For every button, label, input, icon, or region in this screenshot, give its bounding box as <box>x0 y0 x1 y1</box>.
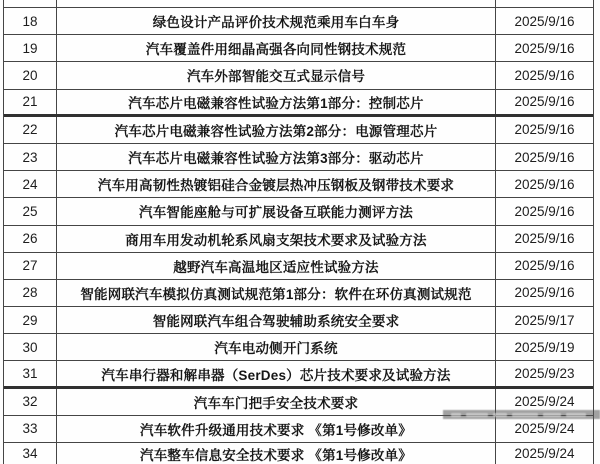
date-cell: 2025/9/16 <box>514 176 575 192</box>
watermark-overlay <box>443 410 600 419</box>
table-body <box>4 8 593 464</box>
standard-title-cell: 汽车整车信息安全技术要求 《第1号修改单》 <box>57 443 496 464</box>
date-cell: 2025/9/16 <box>514 67 575 83</box>
standard-title-cell: 汽车芯片电磁兼容性试验方法第2部分：电源管理芯片 <box>57 117 496 143</box>
standard-title-cell: 汽车覆盖件用细晶高强各向同性钢技术规范 <box>57 35 496 61</box>
row-number-cell: 27 <box>4 253 57 279</box>
table-row <box>4 443 593 464</box>
standard-title-cell: 汽车软件升级通用技术要求 《第1号修改单》 <box>57 416 496 442</box>
date-cell: 2025/9/19 <box>514 339 575 355</box>
standard-title-cell: 汽车电动侧开门系统 <box>57 334 496 360</box>
standards-table <box>3 0 594 464</box>
date-cell: 2025/9/23 <box>514 366 575 382</box>
standard-title-cell: 智能网联汽车组合驾驶辅助系统安全要求 <box>57 307 496 333</box>
row-number-cell: 30 <box>4 334 57 360</box>
date-cell: 2025/9/16 <box>514 94 575 110</box>
row-number-cell: 32 <box>4 389 57 415</box>
table-row <box>4 171 593 198</box>
table-row <box>4 8 593 35</box>
row-number-cell: 18 <box>4 8 57 34</box>
table-row <box>4 280 593 307</box>
row-number-cell: 24 <box>4 171 57 197</box>
row-number-cell: 25 <box>4 198 57 224</box>
row-number-cell: 20 <box>4 62 57 88</box>
row-number-cell <box>4 0 57 7</box>
table-row <box>4 334 593 361</box>
partial-top-row <box>4 0 593 8</box>
date-cell: 2025/9/16 <box>514 231 575 247</box>
standard-title-cell <box>57 0 496 7</box>
date-cell <box>496 0 593 7</box>
date-cell: 2025/9/24 <box>514 446 575 461</box>
standard-title-cell: 越野汽车高温地区适应性试验方法 <box>57 253 496 279</box>
date-cell: 2025/9/16 <box>514 122 575 138</box>
table-row <box>4 307 593 334</box>
standard-title-cell: 智能网联汽车模拟仿真测试规范第1部分：软件在环仿真测试规范 <box>57 280 496 306</box>
date-cell: 2025/9/16 <box>514 285 575 301</box>
standard-title-cell: 商用车用发动机轮系风扇支架技术要求及试验方法 <box>57 226 496 252</box>
date-cell: 2025/9/24 <box>514 394 575 410</box>
table-row <box>4 361 593 388</box>
row-number-cell: 26 <box>4 226 57 252</box>
date-cell: 2025/9/16 <box>514 40 575 56</box>
date-cell: 2025/9/16 <box>514 258 575 274</box>
standard-title-cell: 汽车车门把手安全技术要求 <box>57 389 496 415</box>
table-row <box>4 144 593 171</box>
standard-title-cell: 绿色设计产品评价技术规范乘用车白车身 <box>57 8 496 34</box>
table-row <box>4 62 593 89</box>
standard-title-cell: 汽车芯片电磁兼容性试验方法第3部分：驱动芯片 <box>57 144 496 170</box>
table-row <box>4 35 593 62</box>
row-number-cell: 22 <box>4 117 57 143</box>
row-number-cell: 28 <box>4 280 57 306</box>
table-row <box>4 90 593 117</box>
row-number-cell: 21 <box>4 90 57 114</box>
date-cell: 2025/9/16 <box>514 13 575 29</box>
date-cell: 2025/9/17 <box>514 312 575 328</box>
row-number-cell: 19 <box>4 35 57 61</box>
table-row <box>4 117 593 144</box>
table-row <box>4 226 593 253</box>
row-number-cell: 31 <box>4 361 57 385</box>
row-number-cell: 23 <box>4 144 57 170</box>
row-number-cell: 34 <box>4 443 57 464</box>
standard-title-cell: 汽车外部智能交互式显示信号 <box>57 62 496 88</box>
table-row <box>4 416 593 443</box>
row-number-cell: 29 <box>4 307 57 333</box>
standard-title-cell: 汽车串行器和解串器（SerDes）芯片技术要求及试验方法 <box>57 361 496 385</box>
table-row <box>4 198 593 225</box>
table-row <box>4 253 593 280</box>
date-cell: 2025/9/16 <box>514 149 575 165</box>
row-number-cell: 33 <box>4 416 57 442</box>
date-cell: 2025/9/16 <box>514 203 575 219</box>
standard-title-cell: 汽车用高韧性热镀铝硅合金镀层热冲压钢板及钢带技术要求 <box>57 171 496 197</box>
date-cell: 2025/9/24 <box>514 421 575 437</box>
standard-title-cell: 汽车芯片电磁兼容性试验方法第1部分：控制芯片 <box>57 90 496 114</box>
standard-title-cell: 汽车智能座舱与可扩展设备互联能力测评方法 <box>57 198 496 224</box>
